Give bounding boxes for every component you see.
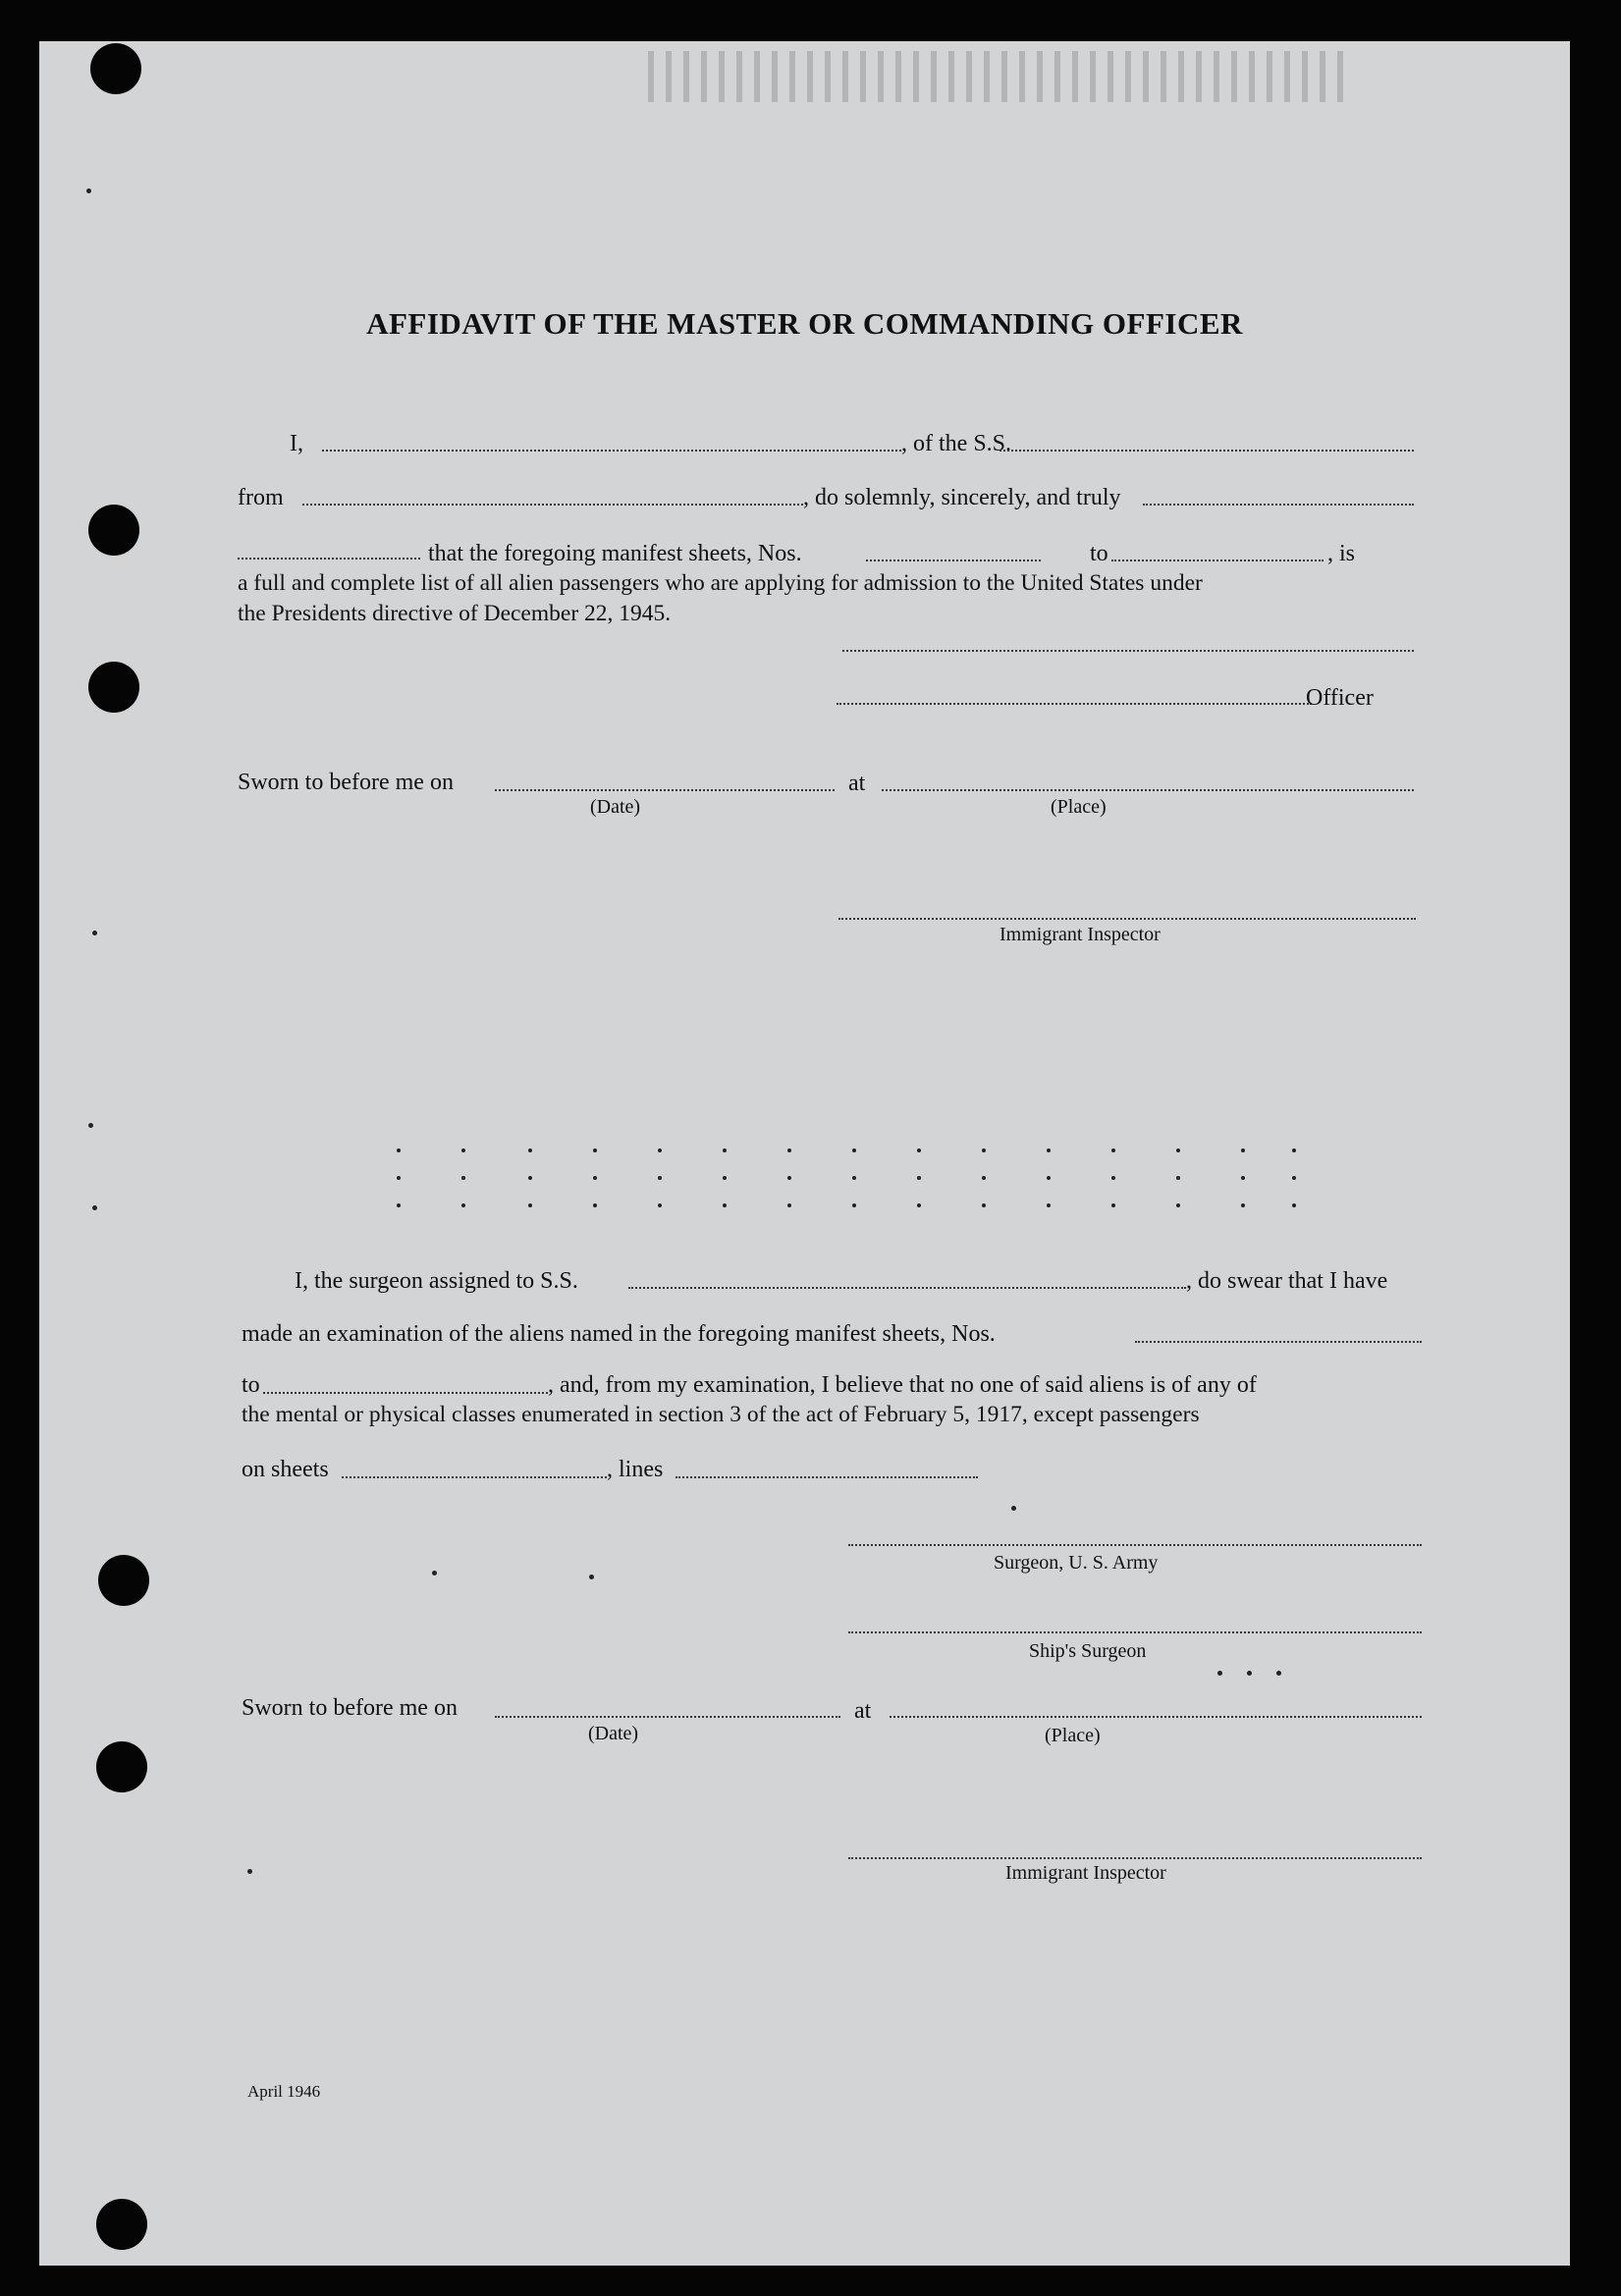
lines-field[interactable] — [675, 1476, 978, 1478]
speck — [1217, 1671, 1222, 1676]
oath-continuation-field[interactable] — [238, 558, 420, 560]
surgeon-at-label: at — [854, 1698, 872, 1724]
surgeon-body-line: made an examination of the aliens named in the foregoing manifest sheets, Nos. — [242, 1321, 996, 1347]
master-body-line: the Presidents directive of December 22, 1945. — [238, 601, 672, 626]
punch-hole — [88, 505, 139, 556]
ship-name-field[interactable] — [1000, 450, 1414, 452]
punch-hole — [88, 662, 139, 713]
speck — [589, 1575, 594, 1579]
officer-label: Officer — [1306, 685, 1374, 711]
surgeon-body-line: the mental or physical classes enumerated in section 3 of the act of February 5, 1917, except passengers — [242, 1402, 1200, 1427]
officer-signature-line[interactable] — [837, 703, 1312, 705]
ship-surgeon-caption: Ship's Surgeon — [1029, 1640, 1147, 1662]
from-port-field[interactable] — [302, 504, 803, 506]
surgeon-line-end: , do swear that I have — [1186, 1268, 1388, 1294]
surgeon-place-caption: (Place) — [1045, 1725, 1101, 1746]
bleed-dots — [39, 1148, 1570, 1207]
form-date: April 1946 — [247, 2082, 321, 2101]
surgeon-sworn-place-field[interactable] — [890, 1716, 1422, 1718]
of-ss-label: , of the S.S. — [901, 431, 1012, 456]
surgeon-date-caption: (Date) — [588, 1723, 639, 1744]
is-label: , is — [1327, 541, 1356, 566]
on-sheets-field[interactable] — [342, 1476, 607, 1478]
on-sheets-label: on sheets — [242, 1457, 329, 1482]
i-label: I, — [290, 431, 303, 456]
page-title: AFFIDAVIT OF THE MASTER OR COMMANDING OFFICER — [366, 306, 1243, 341]
punch-hole — [98, 1555, 149, 1606]
bleed-through-smudge — [648, 51, 1355, 102]
speck — [432, 1571, 437, 1575]
form-sheet — [39, 41, 1570, 2266]
to-label: to — [1090, 541, 1108, 566]
speck — [1276, 1671, 1281, 1676]
speck — [92, 931, 97, 935]
from-label: from — [238, 485, 284, 510]
solemnly-text: , do solemnly, sincerely, and truly — [803, 485, 1121, 510]
signature-line[interactable] — [842, 650, 1414, 652]
ship-surgeon-signature-line[interactable] — [848, 1631, 1422, 1633]
surgeon-inspector-signature-line[interactable] — [848, 1857, 1422, 1859]
place-caption: (Place) — [1051, 796, 1107, 818]
oath-field[interactable] — [1143, 504, 1414, 506]
sheet-to-field[interactable] — [1111, 560, 1324, 561]
surgeon-inspector-caption: Immigrant Inspector — [1005, 1862, 1166, 1884]
sworn-place-field[interactable] — [882, 789, 1414, 791]
master-body-line: a full and complete list of all alien passengers who are applying for admission to the United States under — [238, 570, 1203, 596]
surgeon-sworn-label: Sworn to before me on — [242, 1695, 458, 1721]
foregoing-text: that the foregoing manifest sheets, Nos. — [428, 541, 802, 566]
speck — [86, 188, 91, 193]
date-caption: (Date) — [590, 796, 641, 818]
sworn-date-field[interactable] — [495, 789, 835, 791]
speck — [1011, 1506, 1016, 1511]
surgeon-sheet-to-field[interactable] — [263, 1392, 548, 1394]
surgeon-line-start: I, the surgeon assigned to S.S. — [295, 1268, 578, 1294]
punch-hole — [90, 43, 141, 94]
at-label: at — [848, 771, 866, 796]
sheet-from-field[interactable] — [866, 560, 1041, 561]
punch-hole — [96, 2199, 147, 2250]
surgeon-body-line: , and, from my examination, I believe that no one of said aliens is of any of — [548, 1372, 1257, 1398]
speck — [92, 1205, 97, 1210]
master-name-field[interactable] — [322, 450, 901, 452]
surgeon-sworn-date-field[interactable] — [495, 1716, 840, 1718]
inspector-signature-line[interactable] — [838, 918, 1416, 920]
surgeon-to-label: to — [242, 1372, 260, 1398]
lines-label: , lines — [607, 1457, 664, 1482]
surgeon-sheet-from-field[interactable] — [1135, 1341, 1422, 1343]
punch-hole — [96, 1741, 147, 1792]
speck — [1247, 1671, 1252, 1676]
army-surgeon-signature-line[interactable] — [848, 1544, 1422, 1546]
inspector-caption: Immigrant Inspector — [1000, 924, 1161, 945]
speck — [88, 1123, 93, 1128]
speck — [247, 1869, 252, 1874]
sworn-label: Sworn to before me on — [238, 770, 454, 795]
surgeon-ship-field[interactable] — [628, 1287, 1186, 1289]
army-surgeon-caption: Surgeon, U. S. Army — [994, 1552, 1159, 1574]
